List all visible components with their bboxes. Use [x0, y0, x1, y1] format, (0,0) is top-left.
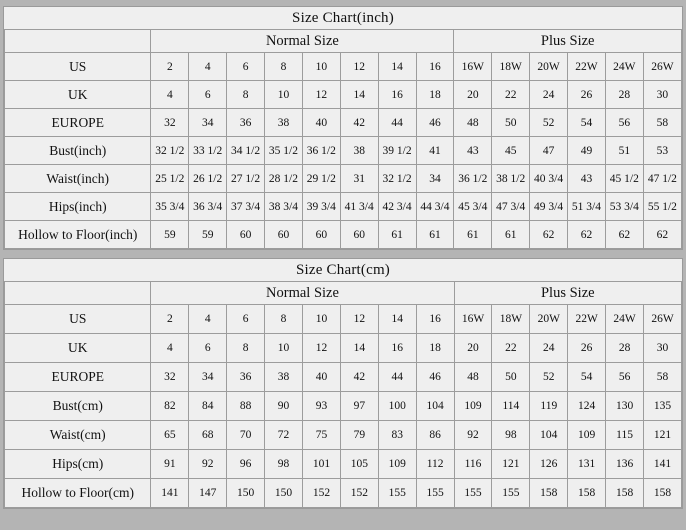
- cell: 22W: [568, 53, 606, 81]
- cell: 49 3/4: [530, 193, 568, 221]
- cell: 28 1/2: [265, 165, 303, 193]
- cell: 37 3/4: [227, 193, 265, 221]
- cell: 61: [416, 221, 454, 249]
- cell: 53 3/4: [605, 193, 643, 221]
- chart-title: Size Chart(inch): [5, 7, 682, 30]
- row-label-bust: Bust(cm): [5, 392, 151, 421]
- cell: 158: [530, 479, 568, 508]
- size-table-cm: [4, 259, 682, 508]
- cell: 24: [530, 81, 568, 109]
- cell: 30: [643, 81, 681, 109]
- table-title-row: [5, 7, 682, 30]
- cell: 42 3/4: [378, 193, 416, 221]
- table-row: [5, 81, 682, 109]
- cell: 24: [530, 334, 568, 363]
- cell: 36 1/2: [454, 165, 492, 193]
- cell: 54: [568, 363, 606, 392]
- row-label-hollow-to-floor: Hollow to Floor(inch): [5, 221, 151, 249]
- cell: 26W: [643, 53, 681, 81]
- cell: 126: [530, 450, 568, 479]
- cell: 124: [568, 392, 606, 421]
- cell: 18W: [492, 53, 530, 81]
- row-label-waist: Waist(cm): [5, 421, 151, 450]
- cell: 58: [643, 109, 681, 137]
- cell: 141: [644, 450, 682, 479]
- table-row: [5, 221, 682, 249]
- row-label-us: US: [5, 305, 151, 334]
- cell: 16: [416, 305, 454, 334]
- cell: 88: [227, 392, 265, 421]
- cell: 4: [189, 53, 227, 81]
- table-row: [5, 137, 682, 165]
- cell: 20W: [530, 53, 568, 81]
- cell: 26: [568, 81, 606, 109]
- cell: 109: [454, 392, 492, 421]
- cell: 6: [189, 334, 227, 363]
- cell: 26: [568, 334, 606, 363]
- row-label-europe: EUROPE: [5, 363, 151, 392]
- cell: 35 3/4: [151, 193, 189, 221]
- table-row: [5, 334, 682, 363]
- cell: 32: [151, 109, 189, 137]
- cell: 141: [151, 479, 189, 508]
- cell: 41: [416, 137, 454, 165]
- cell: 135: [644, 392, 682, 421]
- cell: 25 1/2: [151, 165, 189, 193]
- cell: 16W: [454, 53, 492, 81]
- cell: 38: [265, 109, 303, 137]
- cell: 104: [530, 421, 568, 450]
- cell: 36 3/4: [189, 193, 227, 221]
- table-row: [5, 109, 682, 137]
- cell: 4: [189, 305, 227, 334]
- row-label-bust: Bust(inch): [5, 137, 151, 165]
- cell: 62: [530, 221, 568, 249]
- cell: 79: [340, 421, 378, 450]
- cell: 39 1/2: [378, 137, 416, 165]
- cell: 22: [492, 81, 530, 109]
- cell: 47: [530, 137, 568, 165]
- cell: 49: [568, 137, 606, 165]
- cell: 44 3/4: [416, 193, 454, 221]
- cell: 155: [378, 479, 416, 508]
- table-row: [5, 421, 682, 450]
- cell: 92: [189, 450, 227, 479]
- cell: 20: [454, 334, 492, 363]
- cell: 86: [416, 421, 454, 450]
- cell: 34: [416, 165, 454, 193]
- cell: 32 1/2: [378, 165, 416, 193]
- cell: 53: [643, 137, 681, 165]
- cell: 14: [340, 334, 378, 363]
- cell: 6: [227, 53, 265, 81]
- table-row: [5, 392, 682, 421]
- cell: 150: [265, 479, 303, 508]
- table-row: [5, 305, 682, 334]
- cell: 83: [378, 421, 416, 450]
- table-row: [5, 193, 682, 221]
- cell: 101: [303, 450, 341, 479]
- cell: 38 3/4: [265, 193, 303, 221]
- cell: 41 3/4: [340, 193, 378, 221]
- cell: 50: [492, 109, 530, 137]
- cell: 8: [265, 305, 303, 334]
- cell: 52: [530, 109, 568, 137]
- cell: 82: [151, 392, 189, 421]
- cell: 158: [644, 479, 682, 508]
- cell: 68: [189, 421, 227, 450]
- cell: 35 1/2: [265, 137, 303, 165]
- cell: 16: [378, 334, 416, 363]
- cell: 158: [568, 479, 606, 508]
- cell: 59: [151, 221, 189, 249]
- cell: 114: [492, 392, 530, 421]
- corner-cell: [5, 282, 151, 305]
- cell: 42: [340, 363, 378, 392]
- cell: 48: [454, 109, 492, 137]
- cell: 48: [454, 363, 492, 392]
- cell: 51: [605, 137, 643, 165]
- cell: 61: [492, 221, 530, 249]
- corner-cell: [5, 30, 151, 53]
- cell: 56: [605, 109, 643, 137]
- cell: 109: [378, 450, 416, 479]
- cell: 6: [189, 81, 227, 109]
- cell: 31: [340, 165, 378, 193]
- cell: 2: [151, 305, 189, 334]
- cell: 22W: [568, 305, 606, 334]
- cell: 38: [265, 363, 303, 392]
- cell: 59: [189, 221, 227, 249]
- cell: 91: [151, 450, 189, 479]
- cell: 40: [302, 109, 340, 137]
- cell: 20: [454, 81, 492, 109]
- cell: 75: [303, 421, 341, 450]
- cell: 62: [643, 221, 681, 249]
- cell: 16: [378, 81, 416, 109]
- cell: 22: [492, 334, 530, 363]
- cell: 62: [568, 221, 606, 249]
- group-header-plus: Plus Size: [454, 30, 682, 53]
- cell: 56: [606, 363, 644, 392]
- cell: 119: [530, 392, 568, 421]
- table-row: [5, 363, 682, 392]
- cell: 98: [265, 450, 303, 479]
- cell: 32: [151, 363, 189, 392]
- cell: 14: [340, 81, 378, 109]
- table-group-row: [5, 30, 682, 53]
- cell: 46: [416, 363, 454, 392]
- cell: 130: [606, 392, 644, 421]
- cell: 40 3/4: [530, 165, 568, 193]
- cell: 52: [530, 363, 568, 392]
- cell: 42: [340, 109, 378, 137]
- cell: 158: [606, 479, 644, 508]
- cell: 55 1/2: [643, 193, 681, 221]
- cell: 10: [302, 53, 340, 81]
- cell: 46: [416, 109, 454, 137]
- row-label-hips: Hips(inch): [5, 193, 151, 221]
- cell: 12: [340, 53, 378, 81]
- row-label-us: US: [5, 53, 151, 81]
- cell: 109: [568, 421, 606, 450]
- cell: 18W: [492, 305, 530, 334]
- cell: 28: [606, 334, 644, 363]
- cell: 10: [303, 305, 341, 334]
- row-label-uk: UK: [5, 81, 151, 109]
- cell: 43: [568, 165, 606, 193]
- cell: 8: [227, 81, 265, 109]
- size-table-inch: [4, 7, 682, 249]
- cell: 47 3/4: [492, 193, 530, 221]
- cell: 116: [454, 450, 492, 479]
- cell: 10: [265, 81, 303, 109]
- cell: 45: [492, 137, 530, 165]
- cell: 14: [378, 305, 416, 334]
- cell: 70: [227, 421, 265, 450]
- cell: 150: [227, 479, 265, 508]
- cell: 12: [302, 81, 340, 109]
- chart-title: Size Chart(cm): [5, 259, 682, 282]
- cell: 4: [151, 334, 189, 363]
- cell: 34: [189, 109, 227, 137]
- cell: 61: [454, 221, 492, 249]
- cell: 115: [606, 421, 644, 450]
- cell: 27 1/2: [227, 165, 265, 193]
- cell: 50: [492, 363, 530, 392]
- cell: 152: [340, 479, 378, 508]
- cell: 16W: [454, 305, 492, 334]
- cell: 51 3/4: [568, 193, 606, 221]
- table-row: [5, 165, 682, 193]
- table-group-row: [5, 282, 682, 305]
- cell: 155: [492, 479, 530, 508]
- cell: 92: [454, 421, 492, 450]
- cell: 24W: [605, 53, 643, 81]
- cell: 4: [151, 81, 189, 109]
- cell: 8: [227, 334, 265, 363]
- cell: 34 1/2: [227, 137, 265, 165]
- cell: 12: [340, 305, 378, 334]
- cell: 16: [416, 53, 454, 81]
- table-row: [5, 479, 682, 508]
- cell: 2: [151, 53, 189, 81]
- cell: 84: [189, 392, 227, 421]
- cell: 20W: [530, 305, 568, 334]
- cell: 100: [378, 392, 416, 421]
- cell: 152: [303, 479, 341, 508]
- cell: 36: [227, 109, 265, 137]
- cell: 136: [606, 450, 644, 479]
- cell: 47 1/2: [643, 165, 681, 193]
- row-label-hips: Hips(cm): [5, 450, 151, 479]
- cell: 54: [568, 109, 606, 137]
- cell: 112: [416, 450, 454, 479]
- cell: 14: [378, 53, 416, 81]
- cell: 18: [416, 334, 454, 363]
- cell: 90: [265, 392, 303, 421]
- cell: 72: [265, 421, 303, 450]
- size-chart-cm: [3, 258, 683, 509]
- table-row: [5, 450, 682, 479]
- cell: 60: [227, 221, 265, 249]
- size-chart-inch: [3, 6, 683, 250]
- cell: 105: [340, 450, 378, 479]
- cell: 40: [303, 363, 341, 392]
- cell: 121: [644, 421, 682, 450]
- cell: 45 3/4: [454, 193, 492, 221]
- cell: 6: [227, 305, 265, 334]
- cell: 96: [227, 450, 265, 479]
- cell: 34: [189, 363, 227, 392]
- cell: 98: [492, 421, 530, 450]
- cell: 97: [340, 392, 378, 421]
- cell: 30: [644, 334, 682, 363]
- cell: 38: [340, 137, 378, 165]
- group-header-plus: Plus Size: [454, 282, 681, 305]
- cell: 131: [568, 450, 606, 479]
- cell: 36 1/2: [302, 137, 340, 165]
- group-header-normal: Normal Size: [151, 282, 454, 305]
- cell: 39 3/4: [302, 193, 340, 221]
- row-label-europe: EUROPE: [5, 109, 151, 137]
- cell: 44: [378, 363, 416, 392]
- cell: 65: [151, 421, 189, 450]
- cell: 45 1/2: [605, 165, 643, 193]
- cell: 155: [416, 479, 454, 508]
- row-label-waist: Waist(inch): [5, 165, 151, 193]
- group-header-normal: Normal Size: [151, 30, 454, 53]
- cell: 147: [189, 479, 227, 508]
- cell: 60: [265, 221, 303, 249]
- cell: 104: [416, 392, 454, 421]
- cell: 60: [340, 221, 378, 249]
- cell: 38 1/2: [492, 165, 530, 193]
- cell: 28: [605, 81, 643, 109]
- cell: 62: [605, 221, 643, 249]
- cell: 26 1/2: [189, 165, 227, 193]
- cell: 121: [492, 450, 530, 479]
- row-label-uk: UK: [5, 334, 151, 363]
- cell: 93: [303, 392, 341, 421]
- cell: 60: [302, 221, 340, 249]
- row-label-hollow-to-floor: Hollow to Floor(cm): [5, 479, 151, 508]
- table-title-row: [5, 259, 682, 282]
- cell: 18: [416, 81, 454, 109]
- cell: 61: [378, 221, 416, 249]
- cell: 12: [303, 334, 341, 363]
- cell: 24W: [606, 305, 644, 334]
- cell: 29 1/2: [302, 165, 340, 193]
- cell: 36: [227, 363, 265, 392]
- cell: 58: [644, 363, 682, 392]
- cell: 26W: [644, 305, 682, 334]
- cell: 44: [378, 109, 416, 137]
- cell: 32 1/2: [151, 137, 189, 165]
- table-row: [5, 53, 682, 81]
- cell: 33 1/2: [189, 137, 227, 165]
- cell: 155: [454, 479, 492, 508]
- cell: 10: [265, 334, 303, 363]
- cell: 43: [454, 137, 492, 165]
- cell: 8: [265, 53, 303, 81]
